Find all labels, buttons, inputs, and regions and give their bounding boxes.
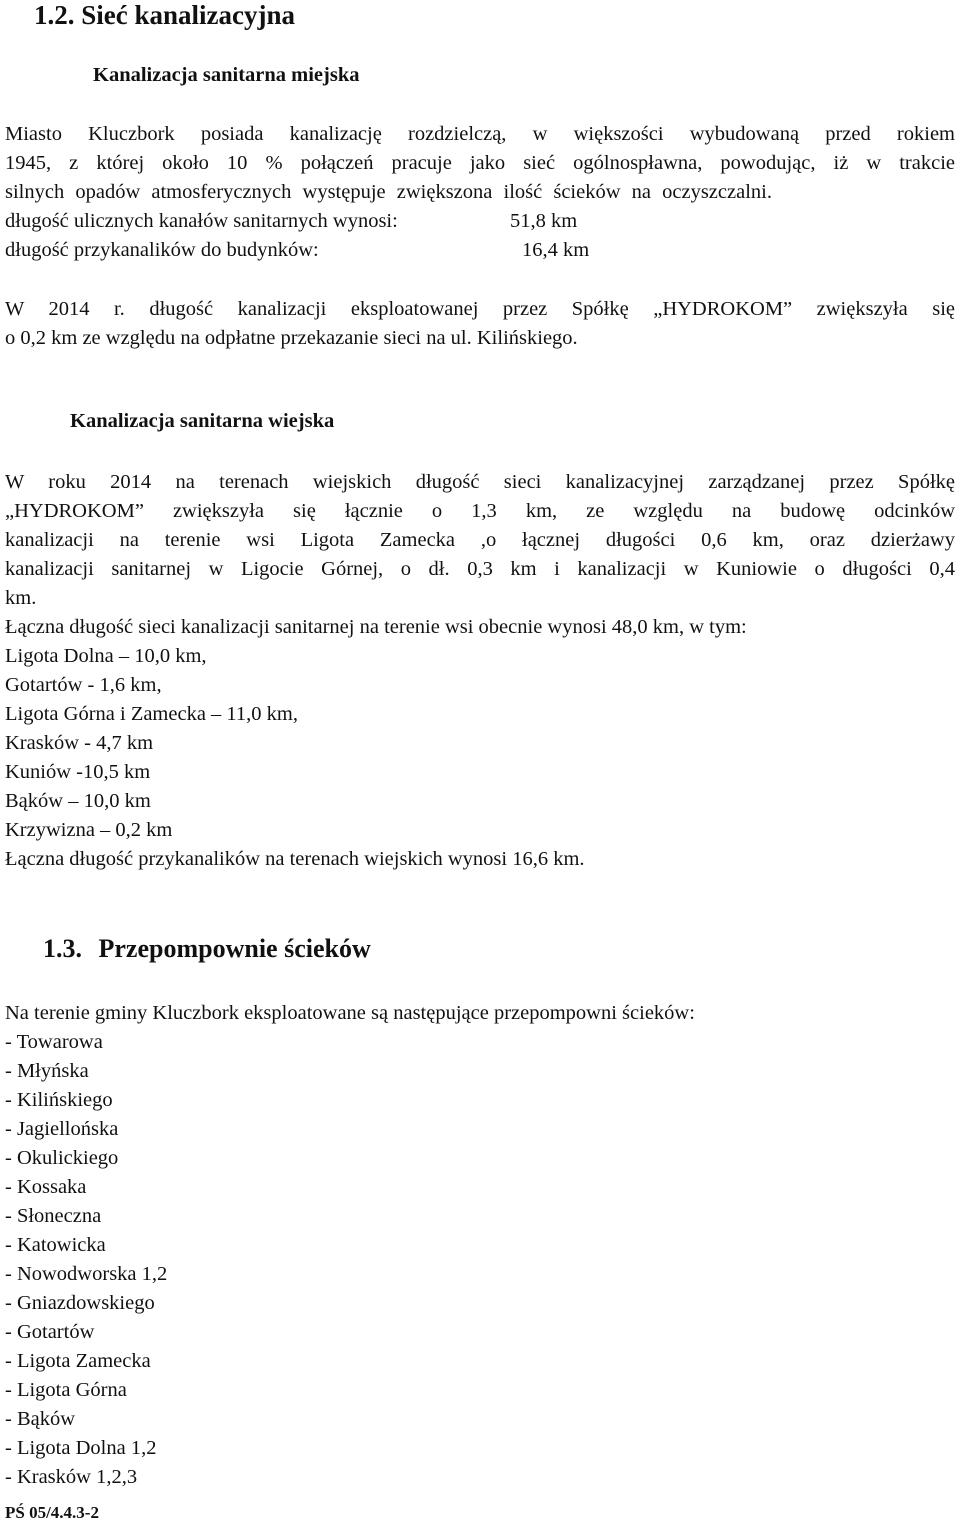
- page-footer-code: PŚ 05/4.4.3-2: [5, 1503, 99, 1522]
- pump-station-list: [5, 1028, 167, 1492]
- section-heading-1-3: [43, 934, 371, 964]
- city-note-line: o 0,2 km ze względu na odpłatne przekazanie sieci na ul. Kilińskiego.: [5, 327, 578, 349]
- subheading-city-sewer: Kanalizacja sanitarna miejska: [93, 64, 360, 86]
- pump-station-item: - Bąków: [5, 1408, 76, 1430]
- village-item: Gotartów - 1,6 km,: [5, 674, 162, 696]
- rural-paragraph-line: kanalizacji sanitarnej w Ligocie Górnej, o dł. 0,3 km i kanalizacji w Kuniowie o długości 0,4: [5, 558, 955, 580]
- village-item: Ligota Dolna – 10,0 km,: [5, 645, 207, 667]
- pump-station-item: - Ligota Górna: [5, 1379, 127, 1401]
- pump-station-item: - Słoneczna: [5, 1205, 102, 1227]
- pump-station-item: - Kossaka: [5, 1176, 87, 1198]
- village-item: Ligota Górna i Zamecka – 11,0 km,: [5, 703, 298, 725]
- pump-station-item: - Ligota Dolna 1,2: [5, 1437, 157, 1459]
- pump-station-item: - Nowodworska 1,2: [5, 1263, 168, 1285]
- pump-station-item: - Kilińskiego: [5, 1089, 113, 1111]
- city-note-line: W 2014 r. długość kanalizacji eksploatowanej przez Spółkę „HYDROKOM” zwiększyła się: [5, 298, 955, 320]
- pump-station-item: - Okulickiego: [5, 1147, 119, 1169]
- section-title: Przepompownie ścieków: [98, 934, 371, 963]
- pump-station-item: - Gniazdowskiego: [5, 1292, 155, 1314]
- pump-station-item: - Ligota Zamecka: [5, 1350, 151, 1372]
- pump-station-item: - Towarowa: [5, 1031, 103, 1053]
- village-list: [5, 642, 298, 845]
- subheading-rural-sewer: Kanalizacja sanitarna wiejska: [70, 410, 335, 432]
- city-paragraph-line: 1945, z której około 10 % połączeń pracuje jako sieć ogólnospławna, powodując, iż w trakcie: [5, 152, 955, 174]
- rural-paragraph-line: kanalizacji na terenie wsi Ligota Zamecka ,o łącznej długości 0,6 km, oraz dzierżawy: [5, 529, 955, 551]
- section-heading-1-2: 1.2. Sieć kanalizacyjna: [34, 0, 295, 30]
- pump-station-item: - Krasków 1,2,3: [5, 1466, 138, 1488]
- pump-station-item: - Katowicka: [5, 1234, 106, 1256]
- rural-paragraph-line: W roku 2014 na terenach wiejskich długość sieci kanalizacyjnej zarządzanej przez Spółkę: [5, 471, 955, 493]
- measure-label: długość ulicznych kanałów sanitarnych wynosi:: [5, 210, 398, 232]
- rural-paragraph-line: „HYDROKOM” zwiększyła się łącznie o 1,3 km, ze względu na budowę odcinków: [5, 500, 955, 522]
- measure-value: 16,4 km: [522, 239, 590, 261]
- village-item: Krzywizna – 0,2 km: [5, 819, 173, 841]
- section-number: 1.3.: [43, 934, 82, 963]
- rural-total-line: Łączna długość sieci kanalizacji sanitarnej na terenie wsi obecnie wynosi 48,0 km, w tym:: [5, 616, 747, 638]
- pump-station-item: - Jagiellońska: [5, 1118, 119, 1140]
- pump-station-item: - Młyńska: [5, 1060, 89, 1082]
- pump-intro: Na terenie gminy Kluczbork eksploatowane są następujące przepompowni ścieków:: [5, 1002, 695, 1024]
- city-paragraph-line: Miasto Kluczbork posiada kanalizację rozdzielczą, w większości wybudowaną przed rokiem: [5, 123, 955, 145]
- village-item: Kuniów -10,5 km: [5, 761, 151, 783]
- pump-station-item: - Gotartów: [5, 1321, 95, 1343]
- village-item: Bąków – 10,0 km: [5, 790, 151, 812]
- city-paragraph-line: silnych opadów atmosferycznych występuje zwiększona ilość ścieków na oczyszczalni.: [5, 181, 772, 203]
- rural-paragraph-line: km.: [5, 587, 37, 609]
- rural-summary-line: Łączna długość przykanalików na terenach wiejskich wynosi 16,6 km.: [5, 848, 585, 870]
- measure-value: 51,8 km: [510, 210, 578, 232]
- measure-label: długość przykanalików do budynków:: [5, 239, 319, 261]
- village-item: Krasków - 4,7 km: [5, 732, 154, 754]
